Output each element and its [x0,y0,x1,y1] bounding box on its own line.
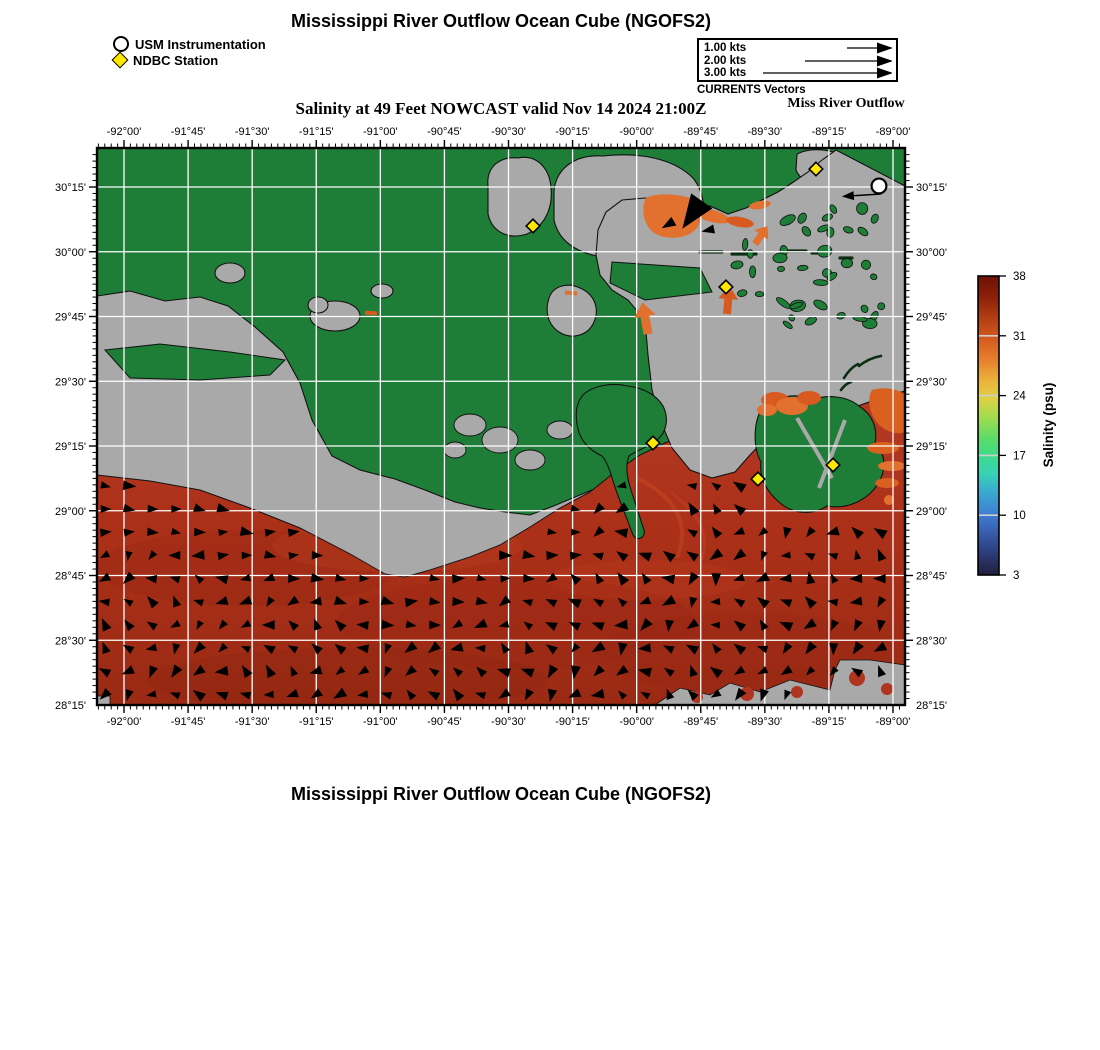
axis-tick-label: -90°00' [619,716,654,728]
usm-legend-label: USM Instrumentation [135,36,266,52]
axis-tick-label: -91°00' [363,716,398,728]
colorbar [978,271,1056,582]
axis-tick-label: -91°30' [234,716,270,728]
axis-tick-label: -90°45' [427,126,462,138]
map-canvas [97,148,906,712]
currents-speed-label: 2.00 kts [704,54,747,67]
axis-tick-label: -91°15' [298,126,334,138]
axis-tick-label: -89°00' [875,126,911,138]
axis-tick-label: 29°45' [916,311,947,324]
bottom-title: Mississippi River Outflow Ocean Cube (NGOFS2) [290,784,712,804]
axis-tick-label: 30°00' [916,246,947,259]
currents-speed-label: 1.00 kts [704,42,747,55]
axis-tick-label: -89°15' [811,126,847,138]
axis-tick-label: -91°15' [298,716,334,728]
colorbar-tick-label: 24 [1013,390,1026,403]
axis-tick-label: 29°15' [916,441,947,453]
colorbar-tick-label: 10 [1013,510,1026,523]
axis-tick-label: -90°30' [491,126,526,138]
axis-tick-label: -89°45' [683,126,719,138]
plot-subtitle: Salinity at 49 Feet NOWCAST valid Nov 14 2024 21:00Z [295,99,707,118]
axis-tick-label: -90°45' [427,716,462,728]
colorbar-tick-label: 17 [1013,450,1026,463]
axis-tick-label: -91°45' [170,126,206,138]
ndbc-legend-label: NDBC Station [133,52,219,68]
axis-tick-label: 30°15' [55,182,86,194]
axis-tick-label: -91°45' [170,716,206,728]
colorbar-tick-label: 3 [1013,570,1020,582]
axis-tick-label: 29°45' [55,311,86,324]
currents-legend-caption: CURRENTS Vectors [697,84,806,96]
currents-speed-label: 3.00 kts [704,67,747,80]
axis-tick-label: -89°30' [747,126,783,138]
axis-tick-label: -90°15' [555,716,590,728]
page-title: Mississippi River Outflow Ocean Cube (NGOFS2) [290,11,712,31]
axis-tick-label: -91°00' [363,126,398,138]
axis-tick-label: -89°15' [811,716,847,728]
axis-tick-label: 29°15' [55,441,86,453]
axis-tick-label: -92°00' [106,716,142,728]
axis-tick-label: 30°15' [916,182,947,194]
axis-tick-label: -89°45' [683,716,719,728]
usm-instrumentation-marker [872,179,887,194]
axis-tick-label: 30°00' [55,246,86,259]
axis-tick-label: -92°00' [106,126,142,138]
axis-tick-label: 28°30' [916,635,947,648]
axis-tick-label: 28°30' [55,635,86,648]
colorbar-label: Salinity (psu) [1041,382,1056,468]
axis-tick-label: 29°30' [55,376,86,389]
axis-tick-label: 29°30' [916,376,947,389]
axis-tick-label: -90°30' [491,716,526,728]
axis-tick-label: 29°00' [55,505,86,518]
axis-tick-label: -90°00' [619,126,654,138]
axis-tick-label: -90°15' [555,126,590,138]
axis-tick-label: -89°30' [747,716,783,728]
axis-tick-label: 28°45' [55,570,86,583]
axis-tick-label: 28°15' [916,700,947,712]
axis-tick-label: 28°45' [916,570,947,583]
axis-tick-label: 28°15' [55,700,86,712]
axis-tick-label: -89°00' [875,716,911,728]
colorbar-tick-label: 31 [1013,330,1026,343]
colorbar-tick-label: 38 [1013,271,1026,283]
region-label: Miss River Outflow [787,96,905,111]
axis-tick-label: 29°00' [916,505,947,518]
axis-tick-label: -91°30' [234,126,270,138]
